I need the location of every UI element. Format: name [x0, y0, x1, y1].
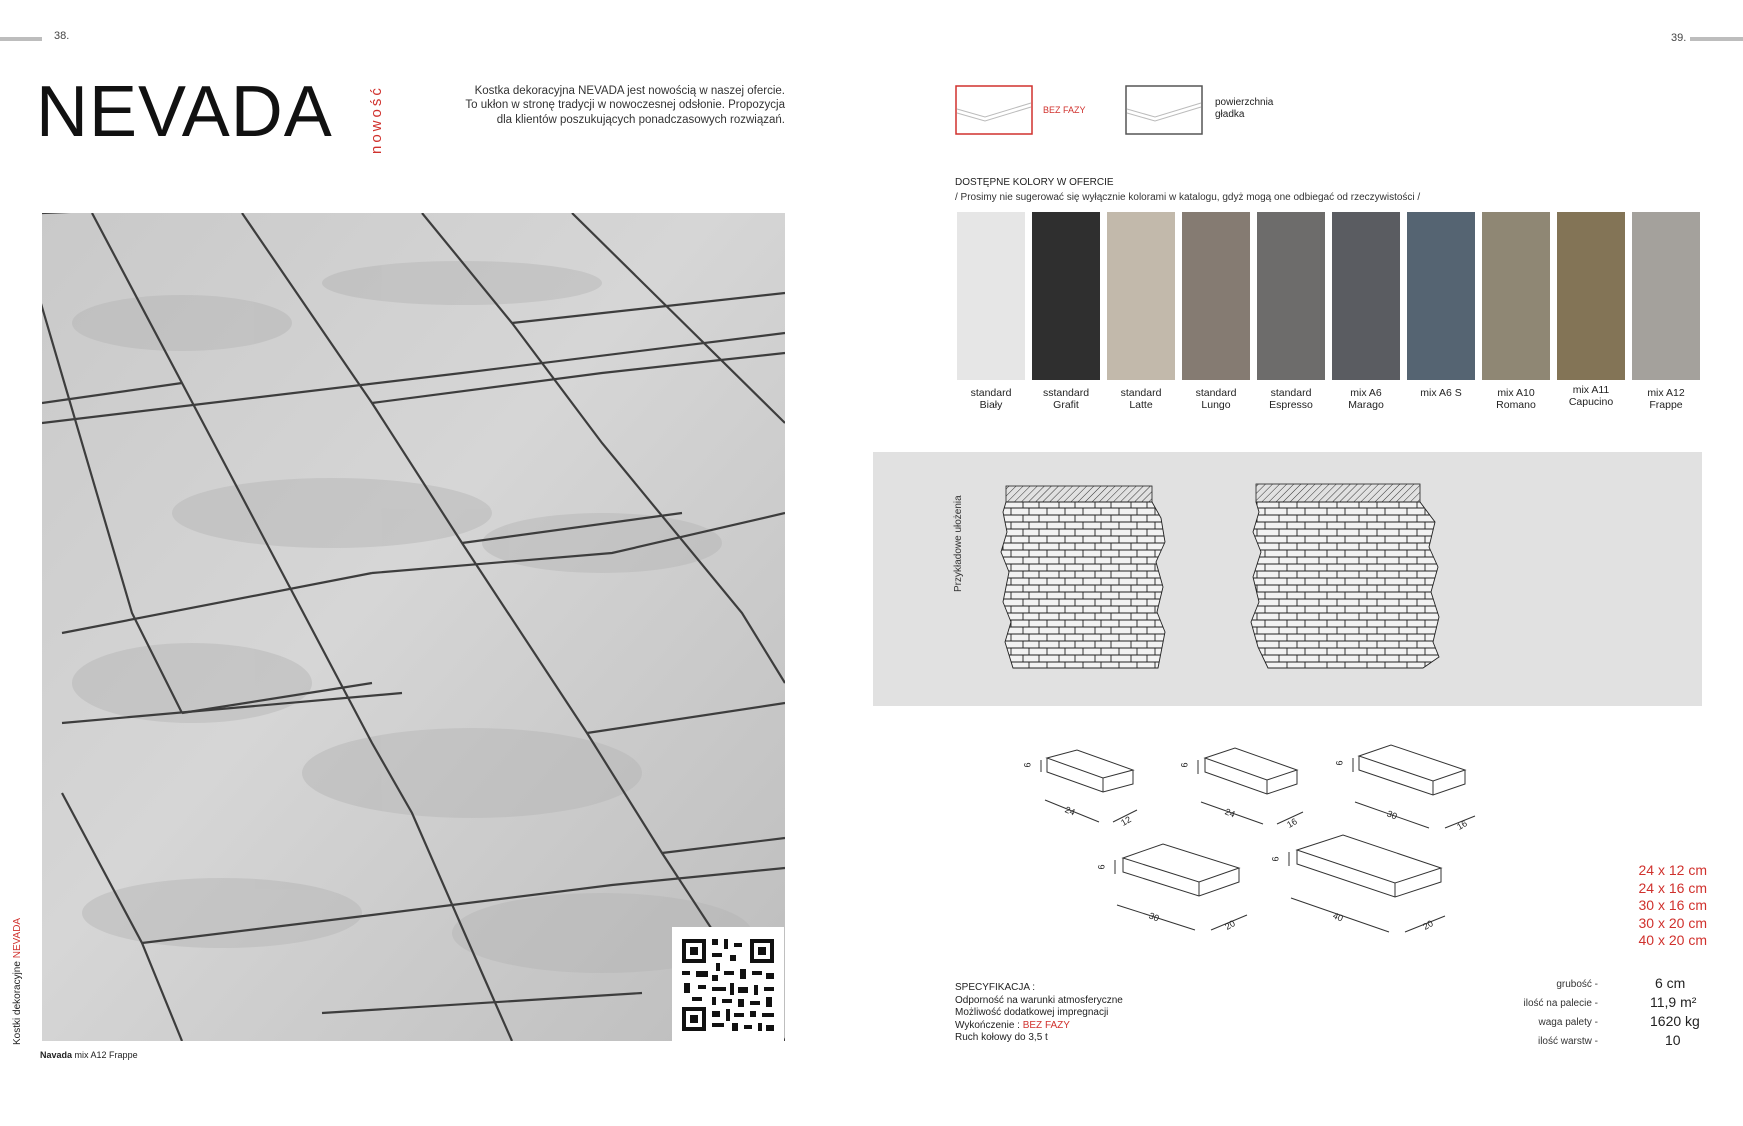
- stat-value: 11,9 m²: [1650, 994, 1697, 1010]
- swatch-label-line: standard: [1120, 387, 1162, 399]
- stat-label: ilość warstw -: [1537, 1036, 1598, 1047]
- intro-line-3: dla klientów poszukujących ponadczasowych rozwiązań.: [496, 113, 785, 126]
- swatch-label-romano: [1476, 387, 1556, 411]
- swatch-label-bialy: [951, 387, 1031, 411]
- swatch-label-line: Biały: [979, 399, 1003, 412]
- block1-a: 24: [1063, 804, 1077, 818]
- page-number-right: 39.: [1671, 32, 1687, 44]
- swatch-label-line: Capucino: [1568, 396, 1614, 409]
- swatch-espresso: [1257, 212, 1325, 380]
- laying-patterns: [873, 452, 1702, 706]
- size-item: 40 x 20 cm: [1638, 932, 1707, 948]
- block5-a: 40: [1331, 910, 1345, 924]
- spec-finish: [955, 1020, 1123, 1033]
- qr-code-icon: [672, 927, 784, 1041]
- swatch-bialy: [957, 212, 1025, 380]
- top-rule-right: [1690, 37, 1743, 41]
- size-item: 24 x 16 cm: [1638, 879, 1707, 896]
- colors-heading: DOSTĘPNE KOLORY W OFERCIE: [955, 177, 1114, 188]
- swatch-romano: [1482, 212, 1550, 380]
- swatch-label-lungo: [1176, 387, 1256, 411]
- bez-fazy-label: BEZ FAZY: [1043, 105, 1086, 115]
- available-sizes: [1590, 862, 1707, 950]
- side-label-highlight: NEVADA: [12, 917, 23, 959]
- color-swatches: [957, 212, 1707, 417]
- layout-examples-panel: [873, 452, 1702, 706]
- swatch-label-line: mix A6 S: [1420, 387, 1462, 399]
- smooth-label-line1: powierzchnia: [1215, 97, 1274, 108]
- block5-h: 6: [1270, 856, 1281, 862]
- spec-line: Odporność na warunki atmosferyczne: [955, 994, 1123, 1006]
- block2-h: 6: [1179, 762, 1190, 768]
- swatch-label-line: Latte: [1129, 399, 1153, 412]
- paving-illustration: [42, 213, 785, 1041]
- swatch-capucino: [1557, 212, 1625, 380]
- intro-line-1: Kostka dekoracyjna NEVADA jest nowością w naszej ofercie.: [474, 85, 785, 97]
- block-drawings-svg: [1005, 740, 1505, 970]
- swatch-latte: [1107, 212, 1175, 380]
- swatch-frappe: [1632, 212, 1700, 380]
- block1-b: 12: [1119, 814, 1133, 828]
- qr-code[interactable]: [672, 927, 784, 1041]
- spec-line: Możliwość dodatkowej impregnacji: [955, 1007, 1109, 1018]
- photo-caption: [40, 1050, 138, 1060]
- size-item: 30 x 20 cm: [1638, 914, 1707, 931]
- swatch-lungo: [1182, 212, 1250, 380]
- block3-b: 16: [1455, 818, 1469, 832]
- intro-line-2: To ukłon w stronę tradycji w nowoczesnej odsłonie. Propozycja: [465, 99, 785, 112]
- swatch-label-line: Lungo: [1201, 399, 1231, 412]
- spec-finish-value: BEZ FAZY: [1022, 1019, 1070, 1031]
- swatch-label-line: mix A10: [1497, 387, 1535, 399]
- swatch-label-line: standard: [1270, 387, 1312, 399]
- swatch-label-a6s: [1401, 387, 1481, 399]
- stat-value: 10: [1665, 1032, 1681, 1048]
- swatch-label-capucino: [1551, 384, 1631, 408]
- top-rule-left: [0, 37, 42, 41]
- side-label: [12, 900, 23, 1045]
- swatch-label-line: mix A11: [1572, 384, 1610, 396]
- spec-heading: SPECYFIKACJA :: [955, 982, 1036, 993]
- swatch-a6s: [1407, 212, 1475, 380]
- smooth-label-line2: gładka: [1215, 108, 1245, 120]
- bez-fazy-icon: [955, 85, 1033, 135]
- swatch-label-line: sstandard: [1042, 387, 1090, 399]
- swatch-grafit: [1032, 212, 1100, 380]
- intro-text: [405, 84, 785, 127]
- product-title: NEVADA: [36, 72, 333, 152]
- stat-value: 1620 kg: [1650, 1013, 1700, 1029]
- smooth-surface-label: [1215, 97, 1273, 120]
- edge-option-bez-fazy: [955, 85, 1135, 135]
- block2-b: 16: [1285, 816, 1299, 830]
- swatch-label-line: Grafit: [1053, 399, 1079, 412]
- swatch-label-line: Romano: [1496, 399, 1536, 412]
- block4-b: 20: [1223, 918, 1237, 932]
- stat-label: waga palety -: [1538, 1017, 1598, 1028]
- side-label-text: Kostki dekoracyjne: [12, 961, 23, 1045]
- swatch-label-line: standard: [1195, 387, 1237, 399]
- swatch-label-line: Espresso: [1269, 399, 1313, 412]
- paving-photo: [42, 213, 785, 1041]
- block1-h: 6: [1022, 762, 1033, 768]
- page-number-left: 38.: [54, 30, 70, 42]
- swatch-label-marago: [1326, 387, 1406, 411]
- block5-b: 20: [1421, 918, 1435, 932]
- smooth-surface-icon: [1125, 85, 1203, 135]
- spec-line: Ruch kołowy do 3,5 t: [955, 1032, 1048, 1043]
- swatch-label-line: mix A6: [1350, 387, 1382, 399]
- caption-color: mix A12 Frappe: [74, 1050, 138, 1060]
- block-drawings: [1005, 740, 1505, 970]
- swatch-label-line: Frappe: [1649, 399, 1683, 412]
- swatch-label-espresso: [1251, 387, 1331, 411]
- swatch-label-line: Marago: [1348, 399, 1384, 412]
- colors-note: / Prosimy nie sugerować się wyłącznie kolorami w katalogu, gdyż mogą one odbiegać od rzeczywistości /: [955, 192, 1421, 203]
- block4-h: 6: [1096, 864, 1107, 870]
- pattern-b: [1251, 484, 1439, 668]
- block3-a: 30: [1385, 808, 1399, 822]
- stat-value: 6 cm: [1655, 975, 1686, 991]
- swatch-label-line: mix A12: [1647, 387, 1685, 399]
- swatch-label-grafit: [1026, 387, 1106, 411]
- edge-option-smooth: [1125, 85, 1305, 135]
- block4-a: 30: [1147, 910, 1161, 924]
- size-item: 24 x 12 cm: [1638, 862, 1707, 878]
- caption-product: Navada: [40, 1050, 73, 1060]
- block3-h: 6: [1334, 760, 1345, 766]
- pattern-a: [1001, 486, 1165, 668]
- specification: [955, 982, 1123, 1045]
- layout-label: Przykładowe ułożenia: [953, 495, 964, 592]
- swatch-label-latte: [1101, 387, 1181, 411]
- stat-label: ilość na palecie -: [1523, 998, 1598, 1009]
- stat-label: grubość -: [1556, 979, 1598, 990]
- size-item: 30 x 16 cm: [1638, 897, 1707, 913]
- swatch-label-frappe: [1626, 387, 1706, 411]
- swatch-marago: [1332, 212, 1400, 380]
- spec-finish-label: Wykończenie :: [955, 1019, 1020, 1031]
- new-label: nowość: [368, 85, 385, 154]
- block2-a: 24: [1223, 806, 1237, 820]
- swatch-label-line: standard: [970, 387, 1012, 399]
